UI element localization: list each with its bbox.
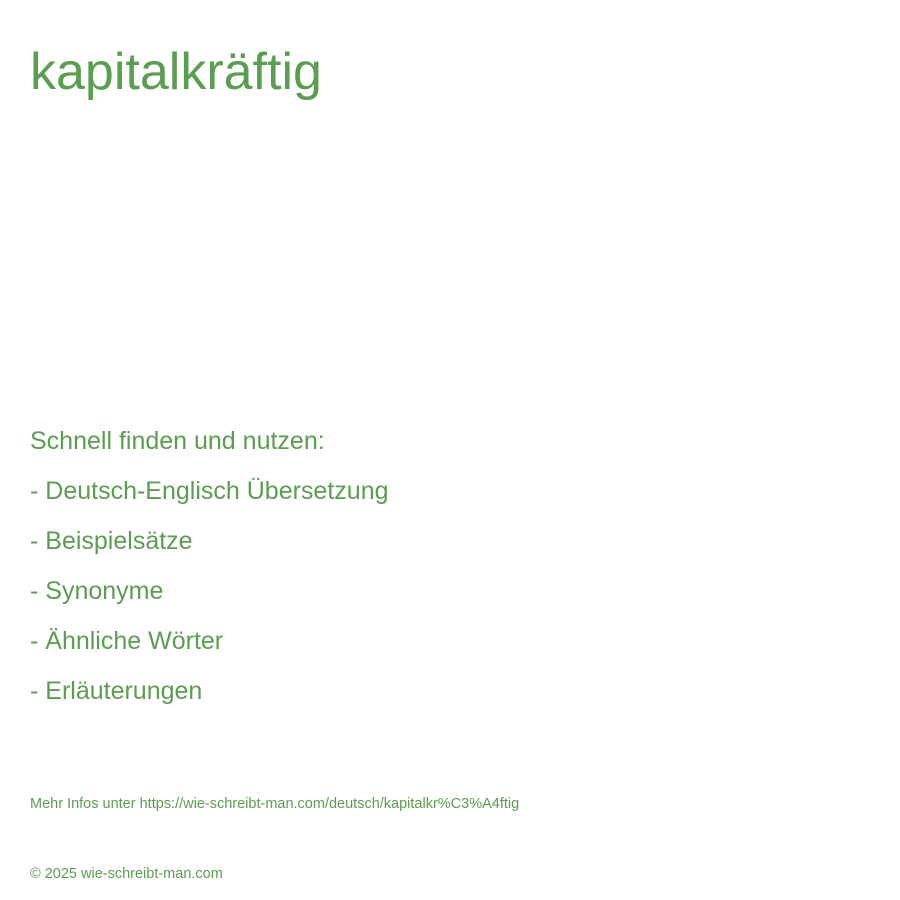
feature-item-explanations: - Erläuterungen bbox=[30, 677, 203, 705]
feature-item-synonyms: - Synonyme bbox=[30, 577, 164, 605]
copyright-text: © 2025 wie-schreibt-man.com bbox=[30, 866, 223, 882]
feature-item-similar-words: - Ähnliche Wörter bbox=[30, 627, 224, 655]
feature-list bbox=[30, 424, 389, 724]
feature-item-translation: - Deutsch-Englisch Übersetzung bbox=[30, 477, 389, 505]
more-info-text: Mehr Infos unter https://wie-schreibt-man.com/deutsch/kapitalkr%C3%A4ftig bbox=[30, 796, 520, 812]
page-title: kapitalkräftig bbox=[30, 43, 322, 101]
feature-intro: Schnell finden und nutzen: bbox=[30, 427, 325, 455]
feature-item-example-sentences: - Beispielsätze bbox=[30, 527, 193, 555]
